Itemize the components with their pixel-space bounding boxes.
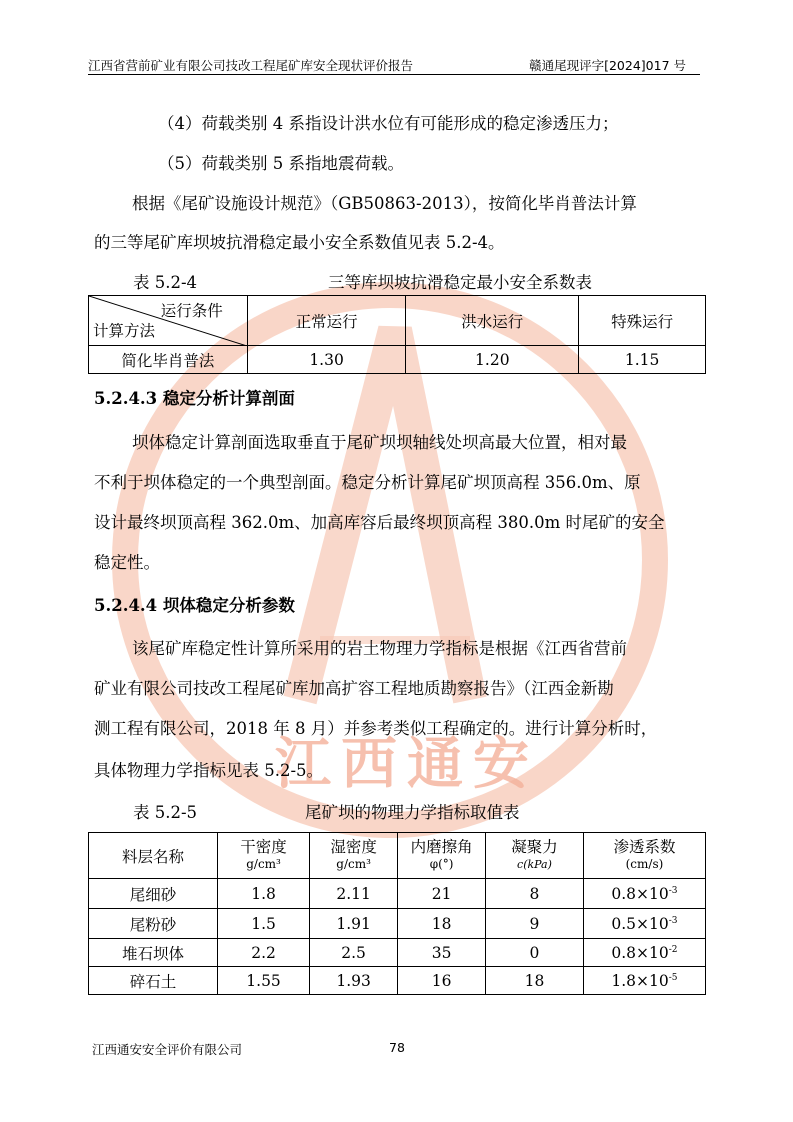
dry-density: 1.5	[218, 909, 310, 939]
material-name: 尾粉砂	[89, 909, 218, 939]
material-name: 尾细砂	[89, 879, 218, 909]
table1-row-label: 简化毕肖普法	[89, 346, 248, 374]
table2-header: 料层名称	[89, 833, 218, 879]
paragraph-spec-line2: 的三等尾矿库坝坡抗滑稳定最小安全系数值见表 5.2-4。	[94, 233, 505, 252]
paragraph-load-4: （4）荷载类别 4 系指设计洪水位有可能形成的稳定渗透压力；	[158, 114, 619, 133]
watermark-text: 江西通安	[275, 732, 539, 797]
paragraph-spec-line1: 根据《尾矿设施设计规范》（GB50863-2013），按简化毕肖普法计算	[132, 194, 637, 213]
header-name: 湿密度	[330, 837, 377, 856]
cohesion: 9	[486, 909, 584, 939]
paragraph-params-line1: 该尾矿库稳定性计算所采用的岩土物理力学指标是根据《江西省营前	[132, 639, 627, 658]
table2-caption-title: 尾矿坝的物理力学指标取值表	[305, 803, 520, 822]
cohesion: 0	[486, 939, 584, 967]
permeability	[583, 967, 705, 995]
friction-angle: 18	[398, 909, 486, 939]
table1-header: 正常运行	[247, 296, 406, 346]
permeability	[583, 939, 705, 967]
wet-density: 1.91	[310, 909, 398, 939]
footer-company: 江西通安安全评价有限公司	[92, 1042, 243, 1057]
header-name: 干密度	[240, 837, 287, 856]
header-unit: g/cm³	[336, 856, 371, 871]
table2-caption-number: 表 5.2-5	[133, 803, 198, 822]
permeability-exponent: -3	[668, 915, 678, 926]
header-unit: g/cm³	[246, 856, 281, 871]
header-doc-number: 赣通尾现评字[2024]017 号	[529, 58, 686, 73]
permeability-base: 1.8×10	[611, 971, 669, 990]
paragraph-params-line4: 具体物理力学指标见表 5.2-5。	[94, 761, 324, 780]
paragraph-profile-line3: 设计最终坝顶高程 362.0m、加高库容后最终坝顶高程 380.0m 时尾矿的安全	[94, 513, 665, 532]
table2-header	[218, 833, 310, 879]
table1-cell: 1.30	[247, 346, 406, 374]
section-heading-5-2-4-4: 5.2.4.4 坝体稳定分析参数	[94, 596, 295, 615]
paragraph-profile-line1: 坝体稳定计算剖面选取垂直于尾矿坝坝轴线处坝高最大位置，相对最	[132, 433, 627, 452]
paragraph-params-line2: 矿业有限公司技改工程尾矿库加高扩容工程地质勘察报告》（江西金新勘	[94, 679, 614, 698]
permeability	[583, 909, 705, 939]
permeability-base: 0.5×10	[611, 914, 669, 933]
dry-density: 2.2	[218, 939, 310, 967]
paragraph-profile-line2: 不利于坝体稳定的一个典型剖面。稳定分析计算尾矿坝顶高程 356.0m、原	[94, 473, 641, 492]
table-row	[89, 346, 706, 374]
material-name: 堆石坝体	[89, 939, 218, 967]
diag-top-label: 运行条件	[160, 302, 223, 320]
permeability-base: 0.8×10	[611, 943, 669, 962]
dry-density: 1.8	[218, 879, 310, 909]
paragraph-profile-line4: 稳定性。	[94, 553, 160, 572]
material-name: 碎石土	[89, 967, 218, 995]
header-name: 内磨擦角	[410, 837, 473, 856]
friction-angle: 21	[398, 879, 486, 909]
dry-density: 1.55	[218, 967, 310, 995]
permeability	[583, 879, 705, 909]
wet-density: 2.5	[310, 939, 398, 967]
cohesion: 18	[486, 967, 584, 995]
header-unit: φ(°)	[429, 856, 454, 871]
safety-factor-table	[88, 295, 706, 374]
page-header	[88, 52, 700, 75]
header-unit: (cm/s)	[625, 856, 664, 871]
header-title: 江西省营前矿业有限公司技改工程尾矿库安全现状评价报告	[88, 58, 414, 73]
table2-header	[310, 833, 398, 879]
friction-angle: 16	[398, 967, 486, 995]
table1-cell: 1.15	[579, 346, 706, 374]
table2-header	[486, 833, 584, 879]
diag-bottom-label: 计算方法	[93, 322, 156, 340]
table-row	[89, 967, 706, 995]
table2-header	[398, 833, 486, 879]
wet-density: 1.93	[310, 967, 398, 995]
table1-header: 特殊运行	[579, 296, 706, 346]
header-name: 渗透系数	[613, 837, 676, 856]
table1-caption-number: 表 5.2-4	[133, 273, 198, 292]
header-name: 凝聚力	[511, 837, 558, 856]
header-unit: c(kPa)	[517, 857, 552, 871]
paragraph-params-line3: 测工程有限公司，2018 年 8 月）并参考类似工程确定的。进行计算分析时，	[94, 719, 658, 738]
material-properties-table	[88, 832, 706, 995]
wet-density: 2.11	[310, 879, 398, 909]
cohesion: 8	[486, 879, 584, 909]
page-number: 78	[389, 1040, 405, 1055]
table1-cell: 1.20	[406, 346, 579, 374]
table1-header: 洪水运行	[406, 296, 579, 346]
table-row	[89, 879, 706, 909]
table-row	[89, 909, 706, 939]
table1-caption-title: 三等库坝坡抗滑稳定最小安全系数表	[328, 273, 592, 292]
table1-diagonal-header-cell	[89, 296, 248, 346]
section-heading-5-2-4-3: 5.2.4.3 稳定分析计算剖面	[94, 389, 295, 408]
permeability-exponent: -5	[668, 972, 678, 983]
permeability-base: 0.8×10	[611, 884, 669, 903]
permeability-exponent: -3	[668, 885, 678, 896]
table-row	[89, 939, 706, 967]
permeability-exponent: -2	[668, 944, 678, 955]
friction-angle: 35	[398, 939, 486, 967]
paragraph-load-5: （5）荷载类别 5 系指地震荷载。	[158, 154, 404, 173]
table2-header	[583, 833, 705, 879]
